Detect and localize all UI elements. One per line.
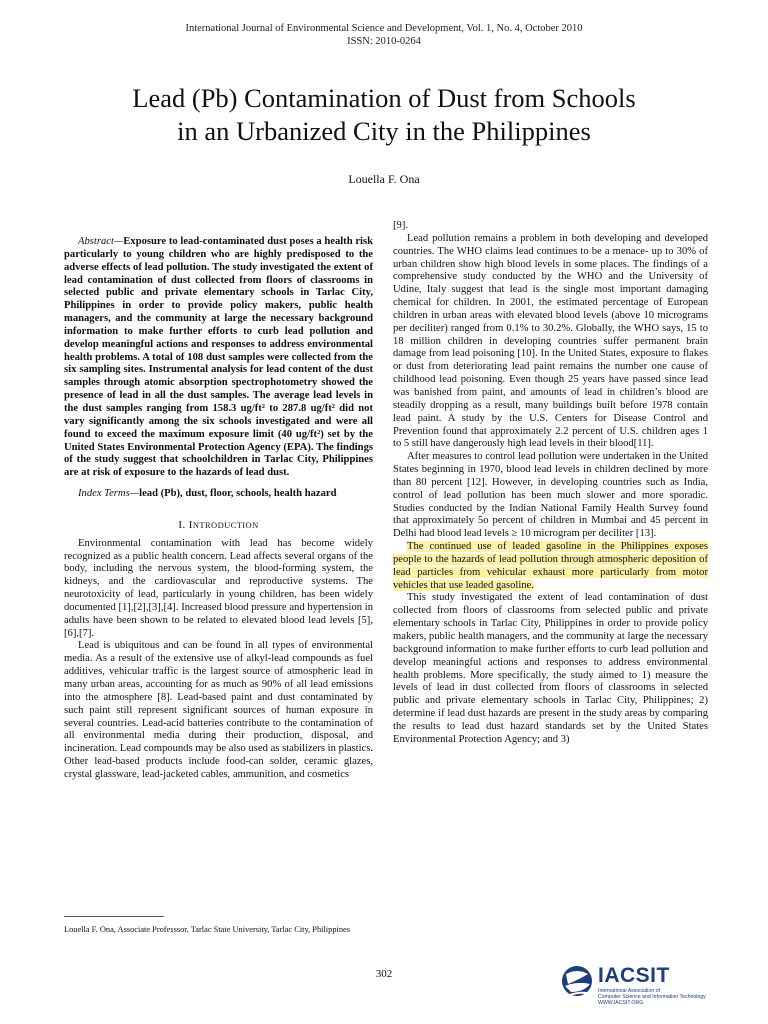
body-paragraph-1: Lead pollution remains a problem in both developing and developed countries. The WHO claims lead continues to be a menace- up to 30% of urban children show high blood levels in some places. The findings of a comprehensive study conducted by the WHO and the University of Udine, Italy suggest that lead is the single most important damaging chemical for children. In 2001, the estimated percentage of European children in urban areas with elevated blood levels (above 10 micrograms per deciliter) ranged from 0.1% to 30.2%. Globally, the WHO says, 15 to 18 million children in developing countries suffer permanent brain damage from lead poisoning [10]. In the United States, exposure to flakes or dust from deteriorating lead paint remains the number one cause of childhood lead poisoning. Even though 25 years have passed since lead was banished from paint, and amounts of lead in children’s blood are steadily dropping as a result, many buildings built before 1978 contain lead paint. A study by the U.S. Centers for Disease Control and Prevention found that approximately 2.2 percent of U.S. children ages 1 to 5 still have dangerously high lead levels in their blood[11]. bbox=[393, 232, 708, 450]
logo-tagline-line-2: Computer Science and Information Technology bbox=[598, 994, 706, 1001]
section-heading-introduction bbox=[64, 519, 373, 532]
left-column bbox=[64, 236, 373, 782]
index-terms-label: Index Terms— bbox=[78, 488, 140, 500]
highlighted-paragraph bbox=[393, 541, 708, 592]
body-paragraph-4: This study investigated the extent of lead contamination of dust collected from floors of classrooms from selected public and private elementary schools in Tarlac City, Philippines in order to provide policy makers, public health managers, and the community at large the necessary background information to make further efforts to curb lead pollution and develop meaningful actions and responses to address environmental health problems. More specifically, the study aimed to 1) measure the levels of lead in dust collected from floors of classrooms in selected public and private elementary schools in Tarlac City, Philippines; 2) determine if lead dust hazards are present in the study areas by comparing the results to lead dust hazard standards set by the United States Environmental Protection Agency; and 3) bbox=[393, 592, 708, 745]
abstract-text: Exposure to lead-contaminated dust poses a health risk particularly to young children who are highly predisposed to the adverse effects of lead pollution. The study investigated the extent of lead contamination of dust collected from floors of classrooms in selected public and private elementary schools in Tarlac City, Philippines in order to provide policy makers, public health managers, and the community at large the necessary background information to make further efforts to curb lead pollution and develop meaningful actions and responses to address environmental health problems. A total of 108 dust samples were collected from the six sampling sites. Instrumental analysis for lead content of the dust samples through atomic absorption spectrophotometry showed the presence of lead in all the dust samples. The average lead levels in the dust samples ranging from 158.3 ug/ft² to 287.8 ug/ft² did not vary significantly among the six schools investigated and were all found to exceed the maximum exposure limit (40 ug/ft²) set by the United States Environmental Protection Agency (EPA). The findings of the study suggest that schoolchildren in Tarlac City, Philippines are at risk of exposure to the hazards of lead dust. bbox=[64, 236, 373, 479]
logo-tagline bbox=[598, 988, 718, 1007]
index-terms-text: lead (Pb), dust, floor, schools, health hazard bbox=[139, 488, 337, 500]
body-paragraph-2: After measures to control lead pollution were undertaken in the United States beginning in 1970, blood lead levels in children declined by more than 80 percent [12]. However, in developing countries such as India, control of lead pollution has been much slower and more sporadic. Studies conducted by the Indian National Family Health Survey found that approximately 5o percent of children in Mumbai and 45 percent in Delhi had blood lead levels ≥ 10 microgram per deciliter [13]. bbox=[393, 451, 708, 540]
intro-paragraph-1: Environmental contamination with lead has become widely recognized as a public health concern. Lead affects several organs of the body, including the nervous system, the blood-forming system, the kidneys, and the cardiovascular and reproductive systems. The neurotoxicity of lead, particularly in young children, has been widely documented [1],[2],[3],[4]. Increased blood pressure and hypertension in adults have been shown to be related to elevated blood lead levels [5],[6],[7]. bbox=[64, 537, 373, 639]
journal-header bbox=[0, 22, 768, 48]
journal-citation: International Journal of Environmental Science and Development, Vol. 1, No. 4, October 2010 bbox=[185, 23, 583, 34]
section-title-initial: I bbox=[188, 518, 193, 531]
index-terms bbox=[64, 488, 373, 501]
issn: ISSN: 2010-0264 bbox=[347, 36, 421, 47]
section-title-rest: NTRODUCTION bbox=[192, 519, 259, 530]
author-footnote: Louella F. Ona, Associate Professsor, Tarlac State University, Tarlac City, Philippines bbox=[64, 924, 373, 935]
text-highlight: The continued use of leaded gasoline in the Philippines exposes people to the hazards of lead pollution through atmospheric deposition of lead particles from vehicular exhaust more particularly from motor vehicles that use leaded gasoline. bbox=[393, 541, 708, 591]
iacsit-logo bbox=[560, 962, 720, 1022]
intro-paragraph-2: Lead is ubiquitous and can be found in all types of environmental media. As a result of the extensive use of alkyl-lead compounds as fuel additives, vehicular traffic is the largest source of atmospheric lead in many urban areas, accounting for as much as 90% of all lead emissions into the atmosphere [8]. Lead-based paint and dust contaminated by such paint still represent significant sources of human exposure in several countries. Lead-acid batteries contribute to the contamination of all environmental media during their production, disposal, and incineration. Lead compounds may be also used as stabilizers in plastics. Other lead-based products include food-can solder, ceramic glazes, crystal glassware, lead-jacketed cables, ammunition, and cosmetics bbox=[64, 640, 373, 780]
title-line-1: Lead (Pb) Contamination of Dust from Schools bbox=[132, 83, 636, 113]
abstract bbox=[64, 236, 373, 480]
author-name: Louella F. Ona bbox=[348, 172, 420, 186]
logo-wordmark: IACSIT bbox=[598, 964, 670, 987]
title-line-2: in an Urbanized City in the Philippines bbox=[177, 116, 591, 146]
abstract-label: Abstract— bbox=[78, 236, 124, 247]
logo-tagline-line-1: International Association of bbox=[598, 988, 661, 994]
citation-continuation: [9]. bbox=[393, 220, 409, 231]
paper-title bbox=[0, 82, 768, 148]
globe-icon bbox=[560, 962, 594, 1002]
logo-url: WWW.IACSIT.ORG bbox=[598, 1000, 644, 1007]
section-numeral: I. bbox=[178, 518, 186, 531]
right-column bbox=[393, 220, 708, 747]
page-number: 302 bbox=[375, 968, 393, 980]
